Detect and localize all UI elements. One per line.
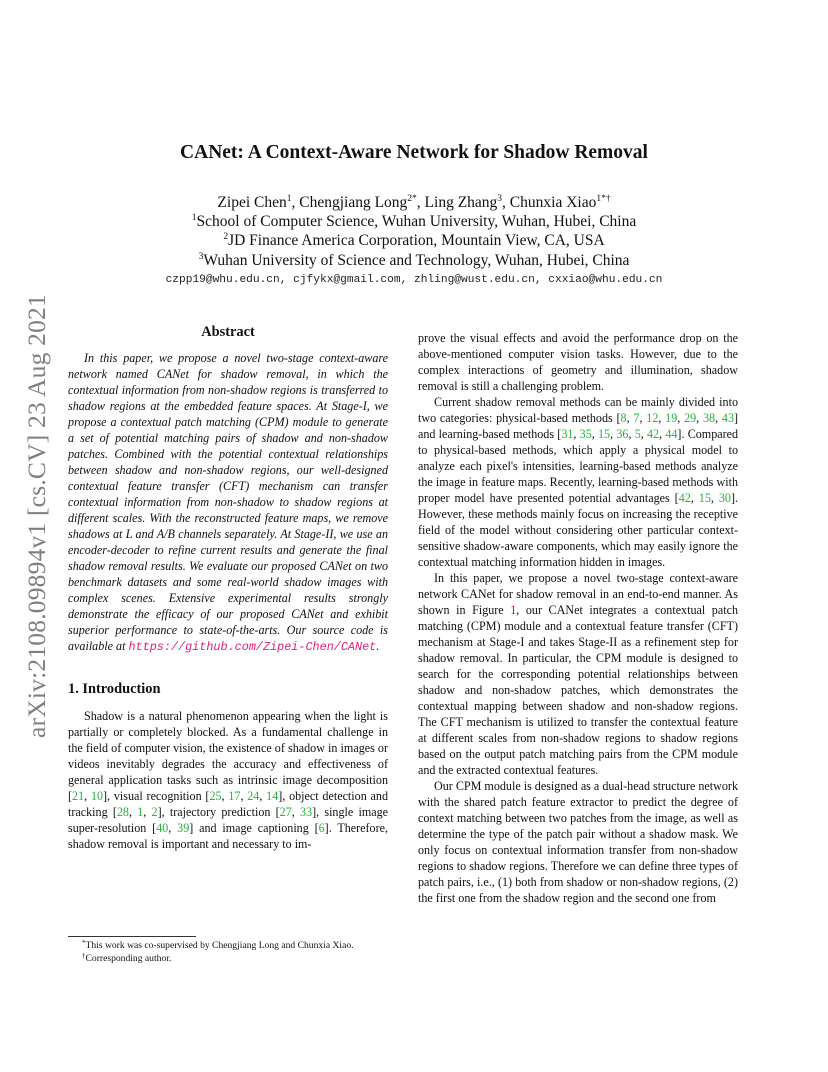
citation-link[interactable]: 21 <box>72 789 85 803</box>
citation-link[interactable]: 5 <box>634 427 641 441</box>
author-superscript: 1*† <box>596 194 611 204</box>
citation-link[interactable]: 8 <box>620 411 627 425</box>
abstract-body <box>68 350 388 655</box>
right-column <box>418 330 738 906</box>
citation-link[interactable]: 33 <box>300 805 313 819</box>
affiliation <box>0 231 828 250</box>
footnote-text: Corresponding author. <box>85 952 172 964</box>
author-superscript: 2* <box>407 194 417 204</box>
author-superscript: 3 <box>497 194 503 204</box>
source-code-link[interactable]: https://github.com/Zipei-Chen/CANet <box>128 640 377 654</box>
author-names: Zipei Chen$^1$, Chengjiang Long$^{2*}$, Ling Zhang$^3$, Chunxia Xiao$^{1*\dagger}$ <box>217 194 611 211</box>
footnote-list <box>68 940 388 965</box>
citation-link[interactable]: 36 <box>616 427 629 441</box>
citation-link[interactable]: 43 <box>721 411 734 425</box>
citation-link[interactable]: 24 <box>247 789 260 803</box>
affiliation <box>0 212 828 231</box>
citation-link[interactable]: 1 <box>137 805 144 819</box>
affiliation-list <box>0 212 828 270</box>
intro-paragraph-1: Shadow is a natural phenomenon appearing when the light is partially or completely blocked. As a fundamental challenge in the field of computer vision, the existence of shadow in images or videos inevitably degrades the accuracy and effectiveness of general application tasks such as intrinsic image decomposition [21, 10], visual recognition [25, 17, 24, 14], object detection and tracking [28, 1, 2], trajectory prediction [27, 33], single image super-resolution [40, 39] and image captioning [6]. Therefore, shadow removal is important and necessary to im- <box>68 709 389 851</box>
intro-paragraph-2: Current shadow removal methods can be mainly divided into two categories: physical-based methods [8, 7, 12, 19, 29, 38, 43] and learning-based methods [31, 35, 15, 36, 5, 42, 44]. Compared to physical-based methods, which apply a physical model to analyze each pixel's intensities, learning-based methods analyze the image in feature maps. Recently, learning-based methods with proper model have presented potential advantages [42, 15, 30]. However, these methods mainly focus on increasing the receptive field of the model without considering other particular context-sensitive shadow-aware components, which may easily ignore the contextual matching information hidden in images. <box>418 395 739 569</box>
arxiv-side-identifier <box>20 274 54 758</box>
citation-link[interactable]: 15 <box>698 491 711 505</box>
citation-link[interactable]: 44 <box>665 427 678 441</box>
abstract-text: In this paper, we propose a novel two-stage context-aware network named CANet for shadow removal, in which the contextual information from non-shadow regions is transferred to shadow regions at the embedded feature spaces. At Stage-I, we propose a contextual patch matching (CPM) module to generate a set of potential matching pairs of shadow and non-shadow patches. Combined with the potential contextual relationships between shadow and non-shadow regions, our well-designed contextual feature transfer (CFT) mechanism can transfer contextual information from non-shadow to shadow regions at different scales. With the reconstructed feature maps, we remove shadows at L and A/B channels separately. At Stage-II, we use an encoder-decoder to refine current results and generate the final shadow removal results. We evaluate our proposed CANet on two benchmark datasets and some real-world shadow images with complex scenes. Extensive experimental results strongly demonstrate the efficacy of our proposed CANet and exhibit superior performance to state-of-the-arts. Our source code is available at <box>68 351 388 653</box>
abstract-heading: Abstract <box>201 324 255 340</box>
citation-link[interactable]: 15 <box>598 427 611 441</box>
arxiv-id-text: arXiv:2108.09894v1 [cs.CV] 23 Aug 2021 <box>22 294 51 738</box>
citation-link[interactable]: 10 <box>90 789 104 803</box>
citation-link[interactable]: 25 <box>209 789 222 803</box>
author-name: Ling Zhang <box>424 194 498 211</box>
footnote <box>68 953 388 966</box>
author-name: Chunxia Xiao <box>509 194 597 211</box>
paper-title: CANet: A Context-Aware Network for Shadow Removal <box>180 142 648 163</box>
citation-link[interactable]: 30 <box>718 491 731 505</box>
footnote-rule <box>68 936 196 937</box>
citation-link[interactable]: 42 <box>678 491 691 505</box>
footnote-text: This work was co-supervised by Chengjiang Long and Chunxia Xiao. <box>85 940 354 951</box>
affiliation-text: School of Computer Science, Wuhan University, Wuhan, Hubei, China <box>196 213 637 231</box>
citation-link[interactable]: 12 <box>646 411 659 425</box>
affiliation-text: JD Finance America Corporation, Mountain View, CA, USA <box>228 232 605 250</box>
citation-link[interactable]: 17 <box>228 789 241 803</box>
citation-link[interactable]: 2 <box>151 805 158 819</box>
citation-link[interactable]: 7 <box>633 411 640 425</box>
footnote-marker: † <box>82 951 86 960</box>
intro-paragraph-1-continued: prove the visual effects and avoid the performance drop on the above-mentioned computer vision tasks. However, due to the complex interactions of geometry and illumination, shadow removal is still a challenging problem. <box>418 331 738 393</box>
citation-link[interactable]: 40 <box>156 821 169 835</box>
affiliation-text: Wuhan University of Science and Technology, Wuhan, Hubei, China <box>203 251 630 269</box>
citation-link[interactable]: 6 <box>318 821 325 835</box>
citation-link[interactable]: 35 <box>579 427 592 441</box>
citation-link[interactable]: 28 <box>116 805 129 819</box>
section-heading-introduction: 1. Introduction <box>68 681 161 697</box>
citation-link[interactable]: 31 <box>561 427 574 441</box>
author-emails: czpp19@whu.edu.cn, cjfykx@gmail.com, zhling@wust.edu.cn, cxxiao@whu.edu.cn <box>165 274 663 286</box>
citation-link[interactable]: 27 <box>279 805 292 819</box>
citation-link[interactable]: 38 <box>702 411 716 425</box>
left-column <box>68 324 388 852</box>
figure-link[interactable]: 1 <box>510 603 517 617</box>
abstract-end: . <box>376 639 380 653</box>
footnote-marker: * <box>82 939 86 947</box>
affiliation <box>0 251 828 270</box>
footnotes <box>68 936 388 965</box>
citation-link[interactable]: 29 <box>684 411 697 425</box>
footnote <box>68 940 388 953</box>
affiliation-superscript: 1 <box>191 213 197 224</box>
citation-link[interactable]: 14 <box>266 789 279 803</box>
citation-link[interactable]: 39 <box>177 821 190 835</box>
abstract-paragraph <box>68 350 388 655</box>
author-superscript: 1 <box>286 194 292 204</box>
affiliation-superscript: 2 <box>223 232 229 243</box>
citation-link[interactable]: 42 <box>646 427 660 441</box>
author-block <box>0 193 828 270</box>
intro-paragraph-3: In this paper, we propose a novel two-stage context-aware network CANet for shadow removal in an end-to-end manner. As shown in Figure 1, our CANet integrates a contextual patch matching (CPM) module and a contextual feature transfer (CFT) mechanism at Stage-I and takes Stage-II as a refinement step for shadow removal. In particular, the CPM module is designed to search for the corresponding potential relationships between shadow and non-shadow patches, which demonstrates the contextual mapping between shadow and non-shadow regions. The CFT mechanism is utilized to transfer the contextual feature at different scales from non-shadow regions to shadow regions based on the output patch matching pairs from the CPM module and the extracted contextual features. <box>418 571 738 777</box>
intro-paragraph-4: Our CPM module is designed as a dual-head structure network with the shared patch feature extractor to predict the degree of context matching between two patches from the image, as well as determine the type of the patch pair without a shadow mask. We only focus on contextual information transfer from non-shadow regions to shadow regions. Therefore we can define three types of patch pairs, i.e., (1) both from shadow or non-shadow regions, (2) the first one from the shadow region and the second one from <box>418 779 738 905</box>
affiliation-superscript: 3 <box>198 251 204 262</box>
author-name: Zipei Chen <box>217 194 287 211</box>
citation-link[interactable]: 19 <box>665 411 678 425</box>
author-name: Chengjiang Long <box>299 194 408 211</box>
